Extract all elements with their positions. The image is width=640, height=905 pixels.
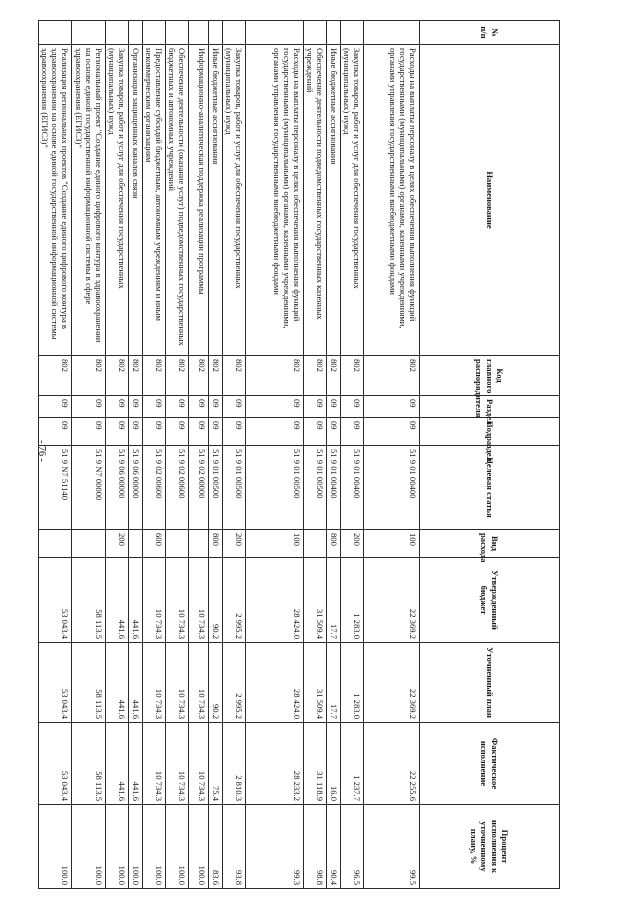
cell-no [245,21,303,45]
cell-code: 802 [209,356,222,396]
cell-approved-budget: 53 043.4 [38,558,72,643]
cell-expense-type [129,530,142,558]
header-no: № п/п [420,21,560,45]
cell-no [327,21,340,45]
cell-refined-plan: 31 509.4 [303,643,326,723]
cell-expense-type: 100 [364,530,420,558]
cell-target-article: 51 9 02 00600 [165,446,188,530]
cell-code: 802 [189,356,209,396]
cell-refined-plan: 90.2 [209,643,222,723]
cell-name: Расходы на выплаты персоналу в целях обеспечения выполнения функций государственными (муниципальными) органами, казенными учреждениями, органами управления государственными внебюджетными фондами [245,45,303,356]
cell-no [142,21,165,45]
cell-percent: 99.3 [245,805,303,889]
cell-subsection: 09 [142,418,165,446]
cell-expense-type [189,530,209,558]
cell-section: 09 [245,396,303,418]
cell-target-article: 51 9 02 00000 [189,446,209,530]
cell-code: 802 [142,356,165,396]
cell-actual: 441.6 [105,723,128,805]
table-row [142,21,165,889]
cell-approved-budget: 10 734.3 [189,558,209,643]
cell-code: 802 [72,356,106,396]
cell-actual: 2 810.3 [222,723,245,805]
cell-expense-type: 600 [142,530,165,558]
cell-actual: 53 043.4 [38,723,72,805]
cell-approved-budget: 441.6 [105,558,128,643]
cell-section: 09 [72,396,106,418]
cell-target-article: 51 9 01 00400 [340,446,363,530]
cell-section: 09 [105,396,128,418]
cell-percent: 100.0 [142,805,165,889]
cell-section: 09 [142,396,165,418]
cell-refined-plan: 1 283.0 [340,643,363,723]
cell-approved-budget: 22 369.2 [364,558,420,643]
cell-percent: 100.0 [72,805,106,889]
cell-percent: 100.0 [129,805,142,889]
cell-refined-plan: 28 424.0 [245,643,303,723]
header-subsection: Подраздел [420,418,560,446]
cell-refined-plan: 10 734.3 [189,643,209,723]
cell-code: 802 [129,356,142,396]
cell-code: 802 [105,356,128,396]
table-row [364,21,420,889]
header-target-article: Целевая статья [420,446,560,530]
cell-code: 802 [327,356,340,396]
header-name: Наименование [420,45,560,356]
cell-no [364,21,420,45]
table-row [129,21,142,889]
cell-target-article: 51 9 01 00500 [209,446,222,530]
header-refined-plan: Уточненный план [420,643,560,723]
cell-subsection: 09 [72,418,106,446]
cell-refined-plan: 10 734.3 [165,643,188,723]
cell-name: Иные бюджетные ассигнования [327,45,340,356]
cell-approved-budget: 31 509.4 [303,558,326,643]
cell-percent: 100.0 [38,805,72,889]
cell-expense-type: 800 [209,530,222,558]
cell-no [72,21,106,45]
cell-section: 09 [364,396,420,418]
cell-actual: 10 734.3 [189,723,209,805]
cell-actual: 10 734.3 [165,723,188,805]
cell-target-article: 51 9 02 00600 [142,446,165,530]
cell-expense-type: 100 [245,530,303,558]
cell-subsection: 09 [165,418,188,446]
table-row [72,21,106,889]
cell-actual: 58 113.5 [72,723,106,805]
cell-target-article: 51 9 06 00000 [105,446,128,530]
cell-approved-budget: 10 734.3 [142,558,165,643]
cell-actual: 22 255.6 [364,723,420,805]
header-section: Раздел [420,396,560,418]
cell-section: 09 [222,396,245,418]
cell-no [340,21,363,45]
cell-no [189,21,209,45]
cell-code: 802 [165,356,188,396]
cell-section: 09 [189,396,209,418]
header-actual: Фактическое исполнение [420,723,560,805]
cell-name: Обеспечение деятельности подведомственных государственных казенных учреждений [303,45,326,356]
cell-approved-budget: 58 113.5 [72,558,106,643]
cell-name: Информационно-аналитическая поддержка реализации программы [189,45,209,356]
cell-actual: 10 734.3 [142,723,165,805]
cell-actual: 28 233.2 [245,723,303,805]
cell-approved-budget: 1 283.0 [340,558,363,643]
page-number: - 76 - [36,440,47,462]
cell-target-article: 51 9 01 00500 [303,446,326,530]
cell-expense-type: 800 [327,530,340,558]
cell-code: 802 [364,356,420,396]
table-row [165,21,188,889]
cell-target-article: 51 9 N7 51140 [38,446,72,530]
cell-no [38,21,72,45]
cell-expense-type [303,530,326,558]
cell-name: Предоставление субсидий бюджетным, автономным учреждениям и иным некоммерческим организациям [142,45,165,356]
table-row [327,21,340,889]
cell-section: 09 [209,396,222,418]
cell-percent: 90.4 [327,805,340,889]
cell-percent: 83.6 [209,805,222,889]
cell-section: 09 [303,396,326,418]
table-header-row [420,21,560,889]
cell-refined-plan: 58 113.5 [72,643,106,723]
cell-approved-budget: 28 424.0 [245,558,303,643]
cell-approved-budget: 90.2 [209,558,222,643]
header-approved-budget: Утвержденный бюджет [420,558,560,643]
cell-refined-plan: 441.6 [129,643,142,723]
cell-percent: 96.5 [340,805,363,889]
cell-subsection: 09 [245,418,303,446]
cell-percent: 100.0 [165,805,188,889]
cell-refined-plan: 17.7 [327,643,340,723]
cell-code: 802 [303,356,326,396]
table-row [222,21,245,889]
cell-expense-type: 200 [222,530,245,558]
cell-refined-plan: 53 043.4 [38,643,72,723]
cell-section: 09 [340,396,363,418]
cell-code: 802 [38,356,72,396]
cell-target-article: 51 9 01 00500 [245,446,303,530]
cell-percent: 100.0 [105,805,128,889]
cell-subsection: 09 [105,418,128,446]
cell-section: 09 [327,396,340,418]
cell-target-article: 51 9 N7 00000 [72,446,106,530]
cell-expense-type: 200 [340,530,363,558]
cell-code: 802 [222,356,245,396]
cell-name: Закупка товаров, работ и услуг для обеспечения государственных (муниципальных) нужд [340,45,363,356]
cell-target-article: 51 9 01 00400 [364,446,420,530]
cell-expense-type [72,530,106,558]
cell-refined-plan: 22 369.2 [364,643,420,723]
cell-target-article: 51 9 06 00000 [129,446,142,530]
cell-name: Обеспечение деятельности (оказание услуг) подведомственных государственных бюджетных и автономных учреждений [165,45,188,356]
cell-percent: 99.5 [364,805,420,889]
cell-subsection: 09 [327,418,340,446]
cell-subsection: 09 [340,418,363,446]
cell-approved-budget: 2 995.2 [222,558,245,643]
cell-code: 802 [245,356,303,396]
cell-percent: 100.0 [189,805,209,889]
cell-section: 09 [129,396,142,418]
cell-section: 09 [165,396,188,418]
cell-subsection: 09 [129,418,142,446]
cell-percent: 98.8 [303,805,326,889]
table-row [105,21,128,889]
cell-no [303,21,326,45]
cell-target-article: 51 9 01 00500 [222,446,245,530]
cell-no [165,21,188,45]
cell-subsection: 09 [189,418,209,446]
cell-name: Реализация региональных проектов "Создание единого цифрового контура в здравоохранении на основе единой государственной информационной системы здравоохранения (ЕГИСЗ)" [38,45,72,356]
table-row [245,21,303,889]
table-row [38,21,72,889]
cell-expense-type [165,530,188,558]
cell-no [209,21,222,45]
cell-name: Организация защищенных каналов связи [129,45,142,356]
table-row [303,21,326,889]
cell-approved-budget: 441.6 [129,558,142,643]
cell-subsection: 09 [38,418,72,446]
cell-subsection: 09 [364,418,420,446]
cell-name: Иные бюджетные ассигнования [209,45,222,356]
cell-subsection: 09 [209,418,222,446]
cell-no [222,21,245,45]
table-row [189,21,209,889]
header-admin-code: Код главного распорядителя [420,356,560,396]
cell-percent: 93.8 [222,805,245,889]
header-expense-type: Вид расхода [420,530,560,558]
cell-name: Расходы на выплаты персоналу в целях обеспечения выполнения функций государственными (муниципальными) органами, казенными учреждениями, органами управления государственными внебюджетными фондами [364,45,420,356]
cell-actual: 75.4 [209,723,222,805]
cell-name: Закупка товаров, работ и услуг для обеспечения государственных (муниципальных) нужд [222,45,245,356]
cell-refined-plan: 10 734.3 [142,643,165,723]
cell-code: 802 [340,356,363,396]
table-row [209,21,222,889]
cell-expense-type [38,530,72,558]
cell-section: 09 [38,396,72,418]
cell-name: Региональный проект "Создание единого цифрового контура в здравоохранении на основе единой государственной информационной системы в сфере здравоохранения (ЕГИСЗ)" [72,45,106,356]
table-row [340,21,363,889]
cell-expense-type: 200 [105,530,128,558]
cell-subsection: 09 [222,418,245,446]
cell-actual: 441.6 [129,723,142,805]
cell-subsection: 09 [303,418,326,446]
budget-execution-table [38,20,560,889]
cell-actual: 16.0 [327,723,340,805]
cell-actual: 31 118.9 [303,723,326,805]
cell-refined-plan: 441.6 [105,643,128,723]
cell-actual: 1 237.7 [340,723,363,805]
cell-approved-budget: 10 734.3 [165,558,188,643]
cell-no [105,21,128,45]
cell-no [129,21,142,45]
cell-approved-budget: 17.7 [327,558,340,643]
cell-target-article: 51 9 01 00400 [327,446,340,530]
cell-name: Закупка товаров, работ и услуг для обеспечения государственных (муниципальных) нужд [105,45,128,356]
cell-refined-plan: 2 995.2 [222,643,245,723]
header-percent: Процент исполнения к уточненному плану, % [420,805,560,889]
